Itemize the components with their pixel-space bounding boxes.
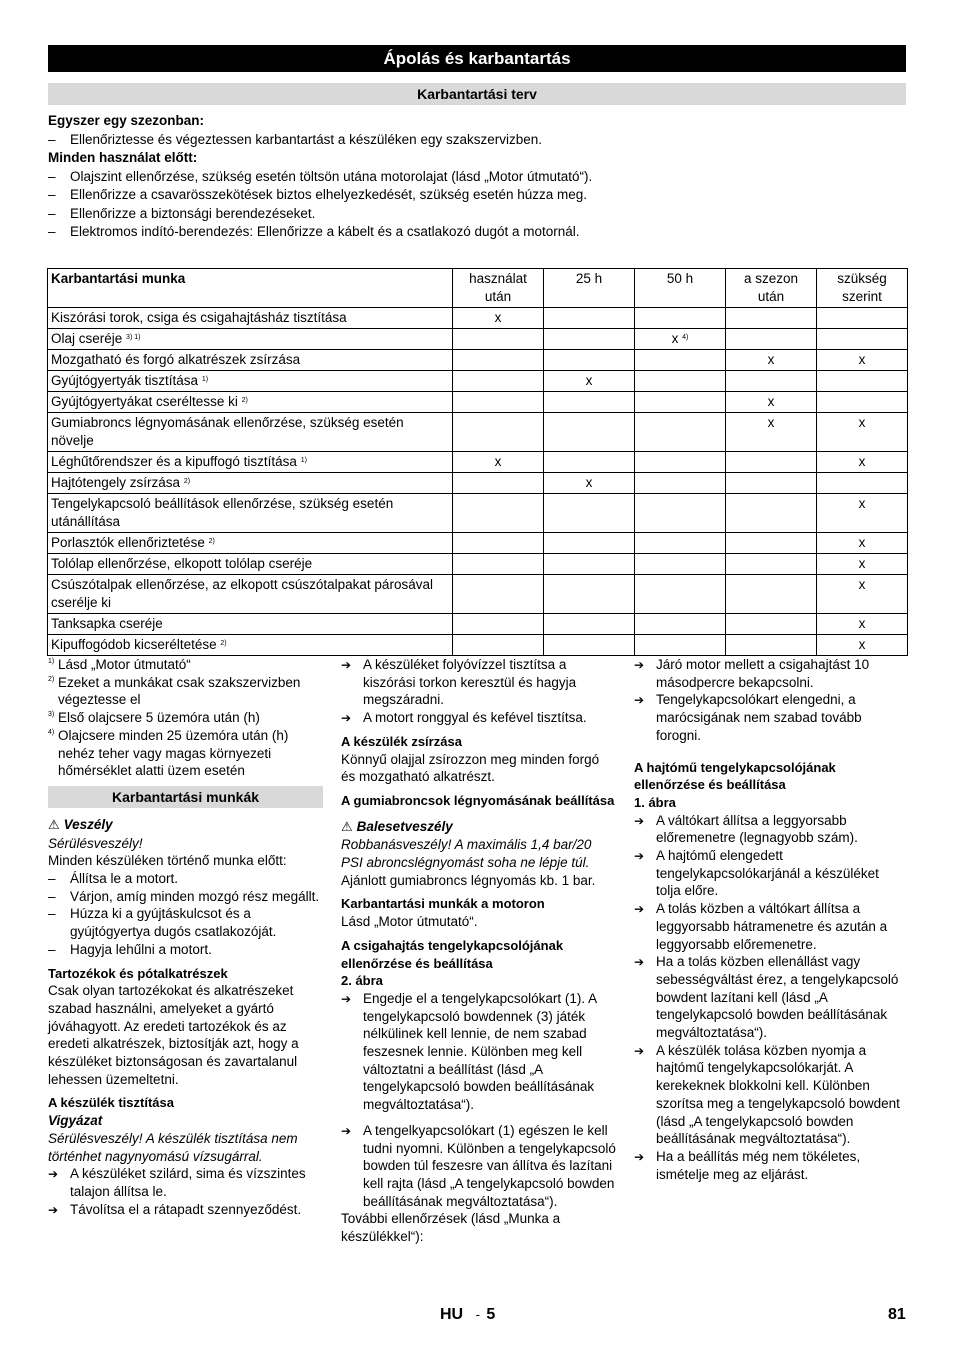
interval-cell: [453, 413, 544, 452]
step-item: ➔ A váltókart állítsa a leggyorsabb előremenetre (legnagyobb szám).: [634, 812, 906, 847]
task-cell: [48, 473, 453, 494]
table-header: Karbantartási munka: [48, 269, 453, 308]
interval-cell: [453, 350, 544, 371]
interval-cell: [635, 392, 726, 413]
interval-cell: [635, 533, 726, 554]
interval-cell: [635, 473, 726, 494]
step-item: ➔ A készüléket szilárd, sima és vízszintes talajon állítsa le.: [48, 1165, 323, 1200]
figure-ref: 1. ábra: [634, 794, 676, 810]
section-title-maintenance-work: Karbantartási munkák: [48, 786, 323, 808]
column-2: [341, 656, 616, 1246]
table-header: a szezon után: [726, 269, 817, 308]
footnote-2: 2) Ezeket a munkákat csak szakszervizben végeztesse el: [48, 674, 301, 708]
interval-cell: [544, 614, 635, 635]
task-cell: [48, 575, 453, 614]
interval-cell: [453, 371, 544, 392]
interval-cell: [453, 473, 544, 494]
interval-cell: [817, 614, 908, 635]
intro-item: – Ellenőrizze a csavarösszekötések biztos elhelyezkedését, szükség esetén húzza meg.: [48, 186, 906, 205]
interval-cell: [726, 614, 817, 635]
interval-cell: [635, 575, 726, 614]
task-label: Csúszótalpak ellenőrzése, az elkopott csúszótalpakat párosával cserélje ki: [51, 577, 433, 610]
task-label: Gumiabroncs légnyomásának ellenőrzése, szükség esetén növelje: [51, 415, 404, 448]
table-row: [48, 413, 908, 452]
paragraph: Csak olyan tartozékokat és alkatrészeket szabad használni, amelyeket a gyártó jóváhagyott. Az eredeti tartozékok és az eredeti alkatrészek, biztosítják azt, hogy a készüléket biztonságosan és zavartalanul lehessen üzemeltetni.: [48, 983, 299, 1087]
task-label: Tolólap ellenőrzése, elkopott tolólap cseréje: [51, 556, 313, 571]
table-row: [48, 614, 908, 635]
step-item: ➔ A készülék tolása közben nyomja a hajtómű tengelykapcsolókarját. A kerekeknek blokkolni kell. Különben szorítsa meg a tengelykapcsoló bowdent (lásd „A tengelykapcsoló bowden beállításának megváltoztatása“).: [634, 1042, 906, 1148]
interval-cell: [453, 614, 544, 635]
interval-mark: x: [585, 475, 593, 490]
interval-cell: [726, 494, 817, 533]
maintenance-table: [47, 268, 908, 656]
table-row: [48, 554, 908, 575]
interval-mark: x: [858, 637, 866, 652]
intro-item: – Ellenőrizze a biztonsági berendezéseket.: [48, 205, 906, 224]
step-item: ➔ A hajtómű elengedett tengelykapcsolókarjánál a készüléket tolja előre.: [634, 847, 906, 900]
task-label: Kipuffogódob kicseréltetése: [51, 637, 217, 652]
interval-cell: [544, 473, 635, 494]
step-item: ➔ A készüléket folyóvízzel tisztítsa a kiszórási torkon keresztül és hagyja megszáradni.: [341, 656, 616, 709]
interval-cell: [635, 308, 726, 329]
page-number: 81: [888, 1306, 906, 1323]
task-cell: [48, 392, 453, 413]
step-item: ➔ Járó motor mellett a csigahajtást 10 másodpercre bekapcsolni.: [634, 656, 906, 691]
interval-cell: [726, 308, 817, 329]
footnote-ref: 2): [208, 538, 215, 545]
task-label: Mozgatható és forgó alkatrészek zsírzása: [51, 352, 301, 367]
interval-mark: x: [767, 394, 775, 409]
interval-cell: [635, 413, 726, 452]
interval-cell: [453, 308, 544, 329]
interval-cell: [544, 575, 635, 614]
task-cell: [48, 614, 453, 635]
interval-cell: [726, 473, 817, 494]
table-header: használat után: [453, 269, 544, 308]
interval-cell: [544, 350, 635, 371]
interval-mark: x: [858, 577, 866, 592]
interval-cell: [817, 575, 908, 614]
warning-triangle-icon: ⚠: [341, 819, 353, 835]
table-row: [48, 452, 908, 473]
list-item: – Állítsa le a motort.: [48, 870, 323, 888]
interval-cell: [817, 413, 908, 452]
step-item: ➔ Ha a beállítás még nem tökéletes, ismételje meg az eljárást.: [634, 1148, 906, 1183]
interval-cell: [453, 635, 544, 656]
interval-cell: [817, 554, 908, 575]
task-label: Tengelykapcsoló beállítások ellenőrzése, szükség esetén utánállítása: [51, 496, 394, 529]
step-item: ➔ Tengelykapcsolókart elengedni, a marócsigának nem szabad tovább forogni.: [634, 691, 906, 744]
table-row: [48, 533, 908, 554]
heading-drive-clutch: A hajtómű tengelykapcsolójának ellenőrzése és beállítása: [634, 759, 836, 793]
paragraph: Minden készüléken történő munka előtt:: [48, 853, 287, 869]
interval-cell: [635, 554, 726, 575]
table-row: [48, 635, 908, 656]
interval-cell: [817, 308, 908, 329]
task-cell: [48, 350, 453, 371]
interval-cell: [453, 575, 544, 614]
task-label: Gyújtógyertyák tisztítása: [51, 373, 199, 388]
footnote-1: 1) Lásd „Motor útmutató“: [48, 657, 191, 672]
step-item: ➔ A tengelkyapcsolókart (1) egészen le kell tudni nyomni. Különben a tengelykapcsoló bowden túl feszesre van állítva és lazítani kell rajta (lásd „A tengelykapcsoló bowden beállításának megváltoztatása“).: [341, 1122, 616, 1211]
interval-cell: [726, 575, 817, 614]
table-row: [48, 308, 908, 329]
interval-cell: [453, 392, 544, 413]
interval-cell: [544, 494, 635, 533]
warning-triangle-icon: ⚠: [48, 817, 60, 833]
paragraph: Lásd „Motor útmutató“.: [341, 914, 478, 930]
intro-block: [48, 112, 906, 242]
table-row: [48, 494, 908, 533]
intro-heading-season: Egyszer egy szezonban:: [48, 113, 205, 128]
caution-heading: Vigyázat: [48, 1113, 103, 1129]
interval-cell: [453, 533, 544, 554]
interval-cell: [726, 533, 817, 554]
table-row: [48, 392, 908, 413]
interval-cell: [453, 329, 544, 350]
section-title-maintenance-plan: Karbantartási terv: [48, 83, 906, 105]
table-header: szükség szerint: [817, 269, 908, 308]
table-header-row: [48, 269, 908, 308]
step-item: ➔ Ha a tolás közben ellenállást vagy sebességváltást érez, a tengelykapcsoló bowdent lazítani kell (lásd „A tengelykapcsoló bowden beállításának megváltoztatása“).: [634, 953, 906, 1042]
figure-ref: 2. ábra: [341, 973, 383, 989]
interval-cell: [544, 371, 635, 392]
footnote-ref: 2): [220, 640, 227, 647]
paragraph: Ajánlott gumiabroncs légnyomás kb. 1 bar.: [341, 872, 596, 888]
task-label: Gyújtógyertyákat cseréltesse ki: [51, 394, 238, 409]
interval-cell: [544, 413, 635, 452]
interval-cell: [635, 494, 726, 533]
footnote-ref: 1): [300, 457, 307, 464]
task-label: Kiszórási torok, csiga és csigahajtásház tisztítása: [51, 310, 347, 325]
heading-motor-work: Karbantartási munkák a motoron: [341, 896, 545, 912]
task-cell: [48, 635, 453, 656]
interval-mark: x: [858, 415, 866, 430]
interval-mark: x: [494, 310, 502, 325]
task-label: Tanksapka cseréje: [51, 616, 163, 631]
interval-mark: x: [671, 331, 679, 346]
interval-cell: [635, 371, 726, 392]
interval-cell: [817, 371, 908, 392]
interval-mark: x: [767, 415, 775, 430]
table-row: [48, 575, 908, 614]
interval-mark: x: [858, 496, 866, 511]
step-item: ➔ Távolítsa el a rátapadt szennyeződést.: [48, 1201, 323, 1219]
interval-cell: [544, 452, 635, 473]
task-label: Olaj cseréje: [51, 331, 123, 346]
list-item: – Várjon, amíg minden mozgó rész megállt.: [48, 888, 323, 906]
footnote-ref: 1): [201, 376, 209, 383]
caution-text: Sérülésveszély! A készülék tisztítása nem történhet nagynyomású vízsugárral.: [48, 1130, 298, 1164]
step-item: ➔ Engedje el a tengelykapcsolókart (1). A tengelykapcsoló bowdennek (3) játék nélkülinek kell lennie, de nem szabad feszesnek lennie. Különben meg kell változtatni a beállítást (lásd „A tengelykapcsoló bowden beállításának megváltoztatása“).: [341, 990, 616, 1114]
task-label: Léghűtőrendszer és a kipuffogó tisztítása: [51, 454, 297, 469]
interval-cell: [817, 392, 908, 413]
interval-mark: x: [585, 373, 593, 388]
table-row: [48, 371, 908, 392]
heading-accessories: Tartozékok és pótalkatrészek: [48, 965, 228, 981]
interval-cell: [635, 635, 726, 656]
column-3: [634, 656, 906, 1183]
table-row: [48, 473, 908, 494]
interval-cell: [817, 452, 908, 473]
paragraph: Könnyű olajjal zsírozzon meg minden forgó és mozgatható alkatrészt.: [341, 751, 600, 785]
interval-cell: [817, 635, 908, 656]
interval-cell: [453, 452, 544, 473]
interval-cell: [635, 329, 726, 350]
interval-cell: [544, 533, 635, 554]
interval-mark: x: [494, 454, 502, 469]
interval-cell: [726, 392, 817, 413]
task-label: Porlasztók ellenőriztetése: [51, 535, 205, 550]
danger-text: Robbanásveszély! A maximális 1,4 bar/20 PSI abroncslégnyomást soha ne lépje túl.: [341, 837, 592, 871]
interval-cell: [544, 392, 635, 413]
interval-cell: [817, 350, 908, 371]
intro-item: – Ellenőriztesse és végeztessen karbantartást a készüléken egy szakszervizben.: [48, 131, 906, 150]
footnote-4: 4) Olajcsere minden 25 üzemóra után (h) nehéz teher vagy magas környezeti hőmérséklet alatti üzem esetén: [48, 727, 289, 779]
task-cell: [48, 371, 453, 392]
heading-cleaning: A készülék tisztítása: [48, 1095, 174, 1111]
interval-cell: [817, 473, 908, 494]
danger-text: Sérülésveszély!: [48, 835, 143, 851]
intro-item: – Elektromos indító-berendezés: Ellenőrizze a kábelt és a csatlakozó dugót a motornál.: [48, 223, 906, 242]
interval-cell: [726, 350, 817, 371]
interval-cell: [635, 614, 726, 635]
interval-cell: [726, 329, 817, 350]
footnote-ref: 2): [183, 478, 191, 485]
footnote-ref: 2): [241, 397, 248, 404]
accident-danger-heading: ⚠ Balesetveszély: [341, 818, 453, 835]
interval-cell: [544, 635, 635, 656]
interval-mark: x: [858, 535, 866, 550]
task-label: Hajtótengely zsírzása: [51, 475, 181, 490]
step-item: ➔ A motort ronggyal és kefével tisztítsa.: [341, 709, 616, 727]
interval-cell: [726, 554, 817, 575]
list-item: – Hagyja lehűlni a motort.: [48, 941, 323, 959]
table-row: [48, 350, 908, 371]
interval-cell: [726, 452, 817, 473]
interval-cell: [544, 308, 635, 329]
task-cell: [48, 554, 453, 575]
interval-cell: [817, 533, 908, 554]
table-row: [48, 329, 908, 350]
task-cell: [48, 452, 453, 473]
page-title: Ápolás és karbantartás: [48, 45, 906, 72]
column-1: [48, 656, 323, 1218]
intro-heading-before-use: Minden használat előtt:: [48, 150, 198, 165]
step-item: ➔ A tolás közben a váltókart állítsa a leggyorsabb hátramenetre és azután a leggyorsabb előremenetre.: [634, 900, 906, 953]
heading-greasing: A készülék zsírzása: [341, 733, 462, 749]
interval-cell: [635, 350, 726, 371]
table-header: 25 h: [544, 269, 635, 308]
interval-mark: x: [858, 556, 866, 571]
heading-auger-clutch: A csigahajtás tengelykapcsolójának ellenőrzése és beállítása: [341, 937, 564, 971]
footnote-3: 3) Első olajcsere 5 üzemóra után (h): [48, 710, 260, 726]
paragraph: További ellenőrzések (lásd „Munka a készülékkel“):: [341, 1211, 561, 1245]
interval-cell: [453, 554, 544, 575]
interval-cell: [726, 371, 817, 392]
interval-cell: [726, 635, 817, 656]
danger-heading: ⚠ Veszély: [48, 816, 113, 833]
interval-mark: x: [858, 616, 866, 631]
task-cell: [48, 413, 453, 452]
intro-item: – Olajszint ellenőrzése, szükség esetén töltsön utána motorolajat (lásd „Motor útmutató“).: [48, 168, 906, 187]
interval-mark: x: [858, 454, 866, 469]
interval-cell: [544, 554, 635, 575]
heading-tire-pressure: A gumiabroncsok légnyomásának beállítása: [341, 792, 615, 808]
task-cell: [48, 533, 453, 554]
task-cell: [48, 308, 453, 329]
list-item: – Húzza ki a gyújtáskulcsot és a gyújtógyertya dugós csatlakozóját.: [48, 905, 323, 940]
interval-cell: [635, 452, 726, 473]
interval-mark: x: [767, 352, 775, 367]
interval-mark: x: [858, 352, 866, 367]
interval-cell: [726, 413, 817, 452]
footnote-ref: 4): [682, 334, 689, 341]
interval-cell: [544, 329, 635, 350]
interval-cell: [453, 494, 544, 533]
table-header: 50 h: [635, 269, 726, 308]
interval-cell: [817, 329, 908, 350]
task-cell: [48, 329, 453, 350]
footnote-ref: 3) 1): [126, 334, 141, 341]
task-cell: [48, 494, 453, 533]
interval-cell: [817, 494, 908, 533]
footer-lang: HU - 5: [440, 1306, 496, 1323]
